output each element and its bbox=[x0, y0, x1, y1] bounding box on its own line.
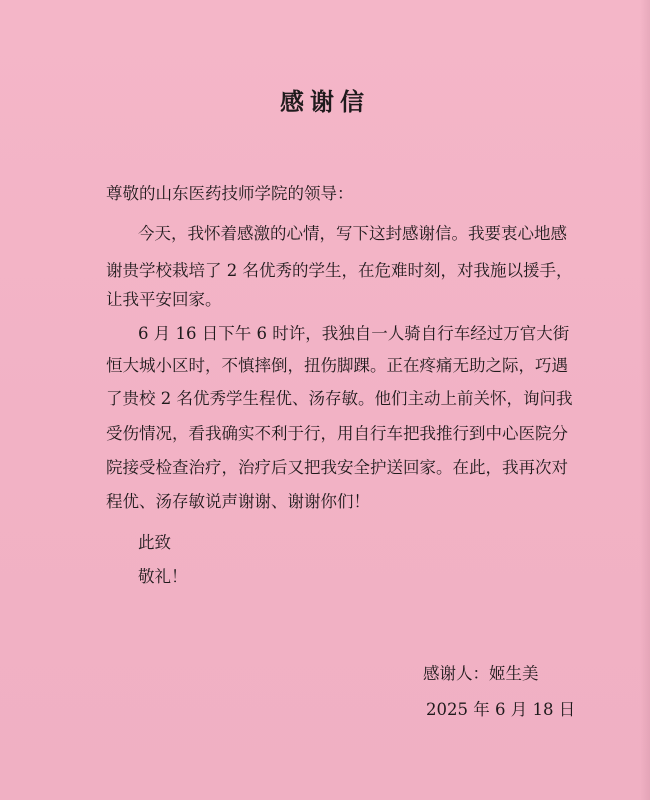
paper-edge-shadow bbox=[640, 0, 650, 800]
closing-salutation: 此致 bbox=[138, 533, 171, 552]
letter-date: 2025 年 6 月 18 日 bbox=[426, 700, 576, 719]
closing-regards: 敬礼！ bbox=[138, 567, 188, 586]
letter-title: 感谢信 bbox=[280, 87, 370, 116]
paragraph-2-line-2: 恒大城小区时，不慎摔倒，扭伤脚踝。正在疼痛无助之际，巧遇 bbox=[106, 356, 568, 375]
paragraph-2-line-5: 院接受检查治疗，治疗后又把我安全护送回家。在此，我再次对 bbox=[106, 458, 568, 477]
paragraph-1-line-2: 谢贵学校栽培了 2 名优秀的学生，在危难时刻，对我施以援手， bbox=[106, 261, 573, 280]
paragraph-2-line-4: 受伤情况，看我确实不利于行，用自行车把我推行到中心医院分 bbox=[106, 424, 568, 443]
paragraph-1-line-1: 今天，我怀着感激的心情，写下这封感谢信。我要衷心地感 bbox=[138, 224, 567, 243]
paragraph-1-line-3: 让我平安回家。 bbox=[106, 290, 222, 309]
paragraph-2-line-6: 程优、汤存敏说声谢谢、谢谢你们！ bbox=[106, 492, 370, 511]
paragraph-2-line-3: 了贵校 2 名优秀学生程优、汤存敏。他们主动上前关怀，询问我 bbox=[106, 389, 573, 408]
signature: 感谢人：姬生美 bbox=[423, 664, 539, 683]
letter-greeting: 尊敬的山东医药技师学院的领导： bbox=[106, 184, 354, 203]
paragraph-2-line-1: 6 月 16 日下午 6 时许，我独自一人骑自行车经过万官大街 bbox=[138, 324, 570, 343]
